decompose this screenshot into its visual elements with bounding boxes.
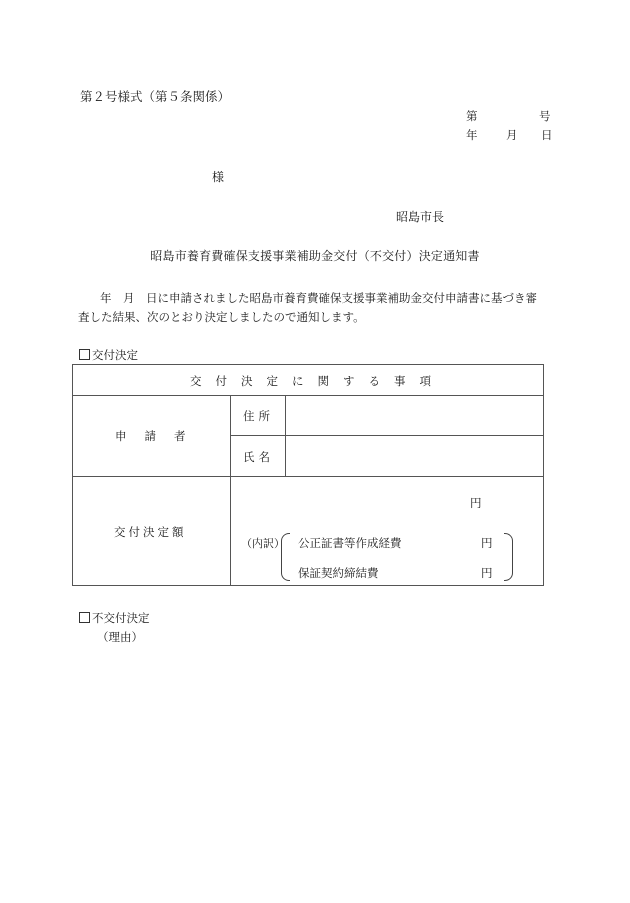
address-label: 住所 [243, 409, 274, 423]
left-bracket [281, 533, 290, 581]
body-line-2: 査した結果、次のとおり決定しましたので通知します。 [78, 310, 365, 324]
date-month: 月 [506, 128, 518, 142]
table-divider [285, 395, 286, 476]
grant-checkbox-label: 交付決定 [92, 348, 138, 362]
table-header: 交付決定に関する事項 [190, 374, 445, 388]
reason-label: （理由） [97, 630, 143, 644]
amount-unit: 円 [470, 496, 482, 510]
grant-decision-table [72, 364, 544, 586]
grant-decision-option[interactable] [79, 347, 138, 363]
table-divider [72, 395, 544, 396]
breakdown-item: 保証契約締結費 [298, 566, 379, 580]
breakdown-item: 公正証書等作成経費 [298, 536, 402, 550]
doc-number-prefix: 第 [466, 109, 478, 123]
right-bracket [504, 533, 513, 581]
applicant-label: 申請者 [115, 429, 204, 443]
table-divider [72, 476, 544, 477]
denial-decision-option[interactable] [79, 610, 150, 626]
breakdown-unit: 円 [481, 566, 493, 580]
denial-checkbox[interactable] [79, 612, 90, 623]
date-year: 年 [466, 128, 478, 142]
name-label: 氏名 [243, 450, 274, 464]
breakdown-unit: 円 [481, 536, 493, 550]
addressee-honorific: 様 [212, 170, 225, 184]
denial-checkbox-label: 不交付決定 [92, 611, 150, 625]
breakdown-label: （内訳） [241, 537, 285, 550]
issuer: 昭島市長 [396, 210, 445, 224]
doc-number-suffix: 号 [539, 109, 551, 123]
table-divider [230, 435, 544, 436]
document-title: 昭島市養育費確保支援事業補助金交付（不交付）決定通知書 [150, 249, 480, 263]
date-day: 日 [541, 128, 553, 142]
amount-label: 交付決定額 [114, 525, 187, 539]
form-number: 第２号様式（第５条関係） [80, 89, 231, 104]
table-divider [230, 395, 231, 586]
body-line-1: 年 月 日に申請されました昭島市養育費確保支援事業補助金交付申請書に基づき審 [100, 291, 537, 305]
grant-checkbox[interactable] [79, 349, 90, 360]
